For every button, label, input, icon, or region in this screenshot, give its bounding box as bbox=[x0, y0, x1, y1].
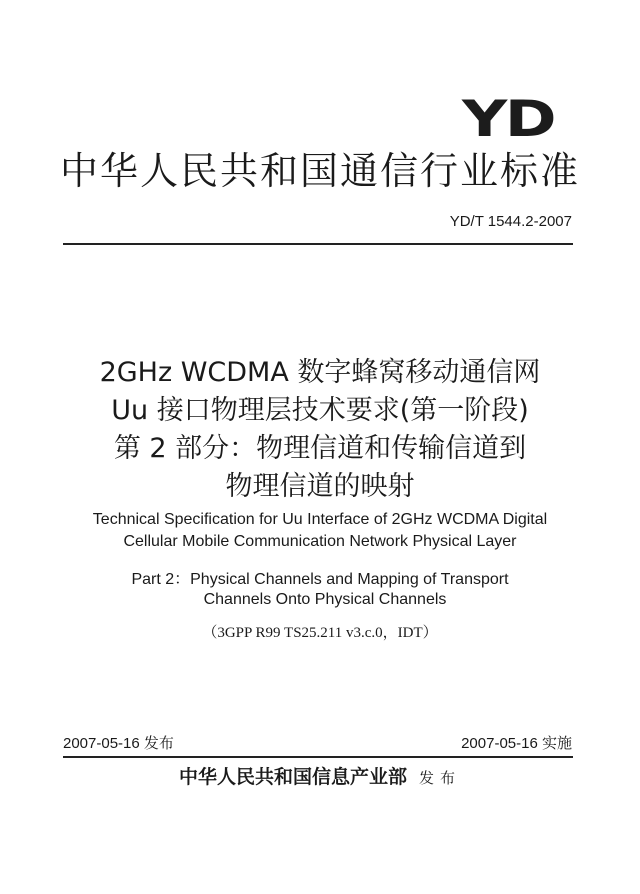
header-divider bbox=[63, 243, 573, 245]
chinese-title-line: 物理信道的映射 bbox=[225, 471, 415, 502]
publisher bbox=[0, 764, 640, 791]
footer-divider bbox=[63, 756, 573, 758]
publisher-name: 中华人民共和国信息产业部 bbox=[178, 766, 407, 788]
english-title-line: Technical Specification for Uu Interface of 2GHz WCDMA Digital bbox=[92, 511, 548, 528]
reference-spec: （3GPP R99 TS25.211 v3.c.0，IDT） bbox=[202, 625, 438, 641]
chinese-title bbox=[0, 354, 640, 506]
yd-logo: YD bbox=[462, 90, 555, 148]
english-part-title bbox=[0, 570, 640, 610]
standard-category-title: 中华人民共和国通信行业标准 bbox=[60, 149, 581, 193]
english-title bbox=[0, 509, 640, 553]
english-part-line: Part 2：Physical Channels and Mapping of Transport bbox=[131, 571, 509, 588]
effective-date: 2007-05-16 实施 bbox=[461, 735, 572, 752]
chinese-title-line: Uu 接口物理层技术要求(第一阶段) bbox=[111, 395, 529, 426]
chinese-title-line: 第 2 部分：物理信道和传输信道到 bbox=[113, 433, 527, 464]
release-date: 2007-05-16 发布 bbox=[63, 735, 174, 752]
standard-number: YD/T 1544.2-2007 bbox=[449, 213, 572, 230]
publisher-action: 发布 bbox=[419, 769, 462, 787]
english-title-line: Cellular Mobile Communication Network Physical Layer bbox=[123, 533, 517, 550]
english-part-line: Channels Onto Physical Channels bbox=[203, 591, 447, 608]
chinese-title-line: 2GHz WCDMA 数字蜂窝移动通信网 bbox=[99, 357, 541, 388]
